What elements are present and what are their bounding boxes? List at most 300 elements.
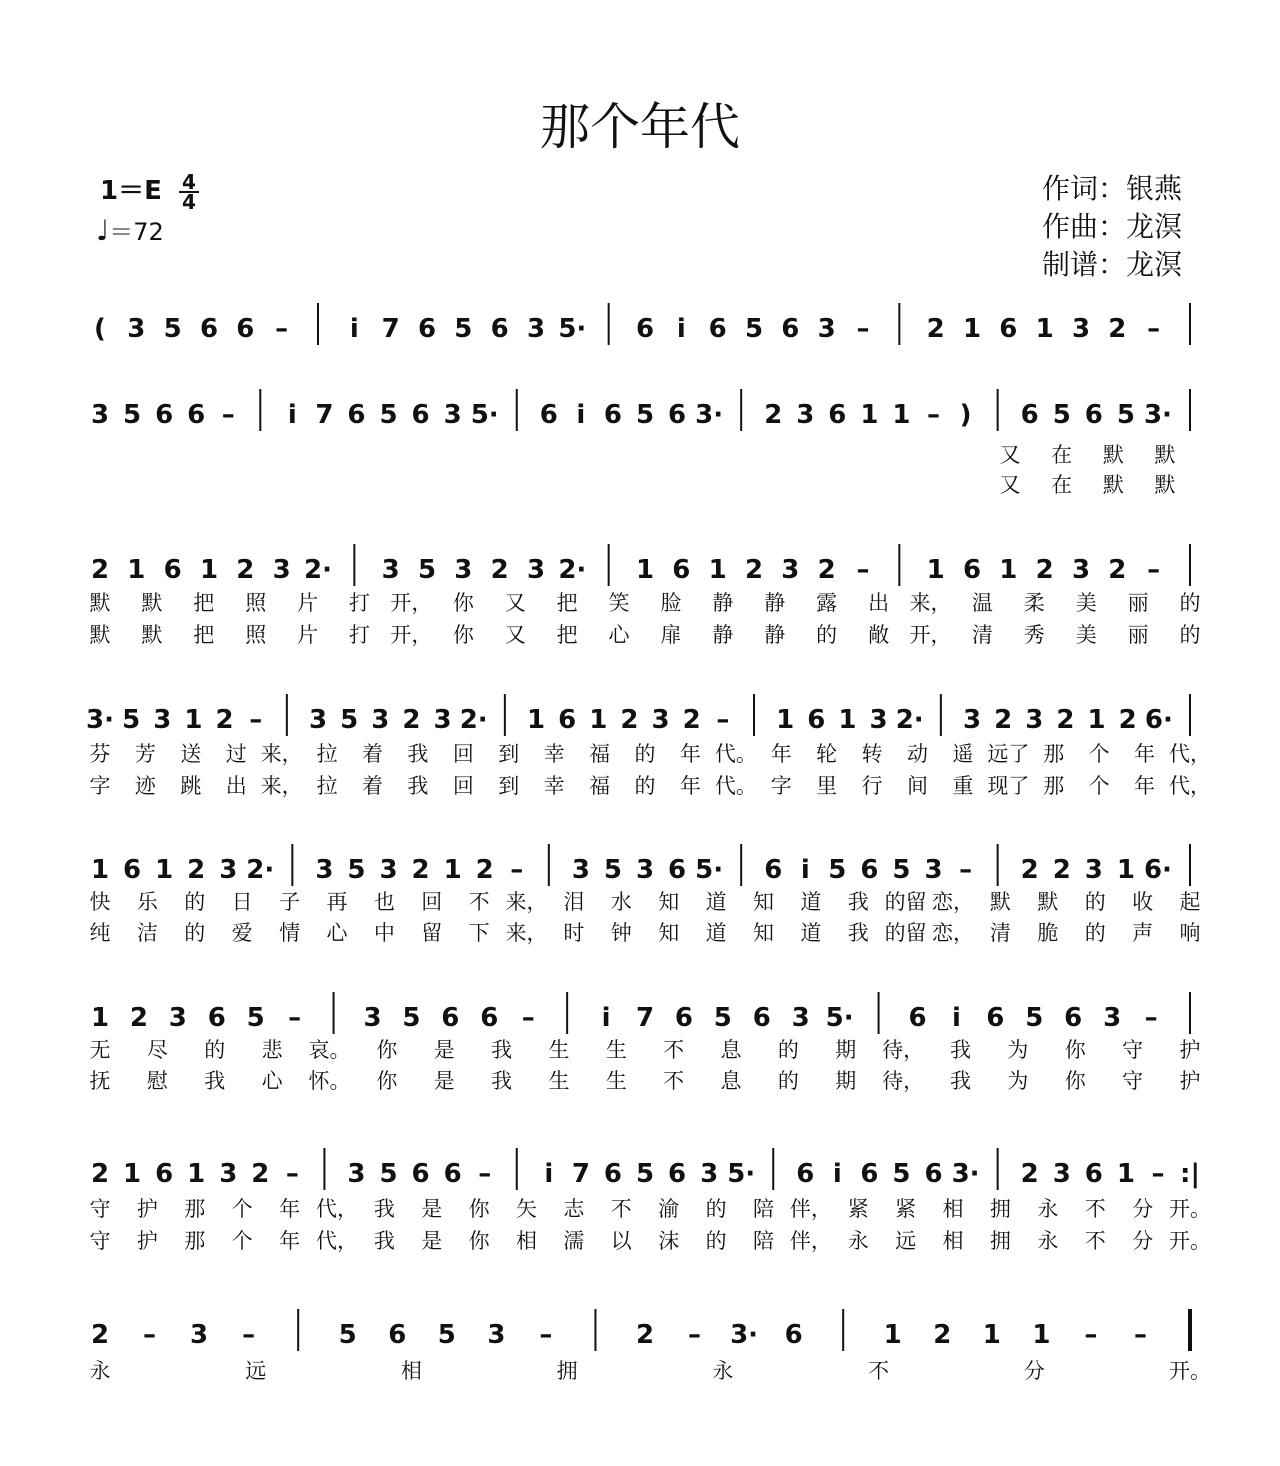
- lyric-verse-1: 开。: [1169, 1359, 1211, 1383]
- note: (: [94, 314, 106, 344]
- note: 5: [1052, 400, 1071, 430]
- lyric-verse-1: 守: [89, 1197, 111, 1221]
- lyric-verse-1: 的: [1179, 591, 1201, 615]
- lyric-verse-2: 拉: [316, 774, 338, 798]
- note: i: [601, 1003, 611, 1033]
- lyric-verse-2: 相: [516, 1229, 538, 1253]
- lyric-verse-1: 回: [421, 890, 443, 914]
- lyric-verse-1: 美: [1075, 591, 1097, 615]
- note: 2: [129, 1003, 148, 1033]
- lyric-verse-2: 响: [1179, 921, 1201, 945]
- note: –: [143, 1320, 157, 1350]
- note: 2: [402, 705, 421, 735]
- lyric-verse-2: 字: [89, 774, 111, 798]
- note: 1: [776, 705, 795, 735]
- lyric-verse-1: 年: [279, 1197, 301, 1221]
- lyric-verse-1: 代，: [1169, 742, 1211, 766]
- note: 7: [381, 314, 400, 344]
- lyric-verse-1: 渝: [658, 1197, 680, 1221]
- note: 3: [1103, 1003, 1122, 1033]
- note: 6: [155, 400, 174, 430]
- note: 3: [651, 705, 670, 735]
- lyric-verse-1: 生: [605, 1038, 627, 1062]
- lyric-verse-2: 留: [421, 921, 443, 945]
- note: 7: [635, 1003, 655, 1033]
- note: 6: [123, 855, 142, 885]
- lyric-verse-1: 送: [180, 742, 202, 766]
- lyric-verse-1: 动: [907, 742, 928, 766]
- lyric-verse-1: 守: [1122, 1038, 1144, 1062]
- note: 6: [603, 1159, 622, 1189]
- note: 2: [1108, 555, 1127, 585]
- note: 2: [411, 855, 430, 885]
- lyric-verse-2: 静: [712, 623, 734, 647]
- lyric-verse-2: 相: [942, 1229, 964, 1253]
- note: 6: [807, 705, 826, 735]
- note: 1: [1087, 705, 1106, 735]
- note: –: [275, 314, 289, 344]
- lyric-verse-1: 拥: [989, 1197, 1011, 1221]
- lyric-verse-2: 我: [847, 921, 869, 945]
- note: 6: [668, 1159, 687, 1189]
- tempo-text: ＝72: [109, 218, 164, 246]
- lyric-verse-2: 我: [491, 1069, 513, 1093]
- lyric-verse-2: 那: [1043, 774, 1065, 798]
- lyric-verse-2: 心: [608, 623, 630, 647]
- lyric-verse-1: 矢: [516, 1197, 538, 1221]
- lyric-verse-2: 我: [950, 1069, 972, 1093]
- note: 1: [926, 555, 945, 585]
- note: 3·: [951, 1159, 980, 1189]
- lyric-verse-1: 在: [1051, 443, 1073, 467]
- lyric-verse-2: 待，: [882, 1069, 925, 1093]
- note: 2·: [895, 705, 924, 735]
- lyric-verse-1: 你: [376, 1038, 398, 1062]
- lyric-verse-1: 的: [204, 1038, 226, 1062]
- note: 5: [379, 400, 398, 430]
- note: 3: [443, 400, 462, 430]
- lyric-verse-1: 默: [989, 890, 1011, 914]
- note: 6: [236, 314, 255, 344]
- note: 3: [308, 705, 328, 735]
- note: –: [1147, 555, 1161, 585]
- note: 5: [246, 1003, 265, 1033]
- note: 2: [90, 555, 110, 585]
- note: 1: [123, 1159, 142, 1189]
- lyric-verse-2: 年: [279, 1229, 301, 1253]
- note: 6: [1084, 400, 1103, 430]
- lyric-verse-1: 代，: [315, 1197, 358, 1221]
- lyric-verse-2: 时: [563, 921, 585, 945]
- lyric-verse-1: 护: [136, 1197, 158, 1221]
- lyric-verse-2: 行: [861, 774, 883, 798]
- note: –: [1147, 314, 1161, 344]
- note: 3: [272, 555, 291, 585]
- note: 2: [1020, 1159, 1039, 1189]
- note: –: [478, 1159, 492, 1189]
- lyric-verse-2: 又: [999, 473, 1021, 497]
- lyric-verse-2: 分: [1132, 1229, 1154, 1253]
- lyric-verse-1: 日: [231, 890, 253, 914]
- note: 5: [402, 1003, 421, 1033]
- lyric-verse-2: 洁: [136, 921, 158, 945]
- lyric-verse-2: 回: [452, 774, 474, 798]
- note: 3: [791, 1003, 810, 1033]
- lyric-verse-2: 个: [1088, 774, 1110, 798]
- lyric-verse-1: 护: [1179, 1038, 1201, 1062]
- lyric-verse-1: 相: [942, 1197, 964, 1221]
- note: 6: [558, 705, 577, 735]
- lyric-verse-1: 子: [279, 890, 301, 914]
- note: 1: [90, 855, 110, 885]
- lyric-verse-2: 情: [279, 921, 301, 945]
- note: 3: [127, 314, 146, 344]
- note: 6: [860, 855, 879, 885]
- note: 5·: [470, 400, 499, 430]
- lyric-verse-1: 默: [1154, 443, 1176, 467]
- lyric-verse-1: 是: [421, 1197, 443, 1221]
- lyric-verse-2: 心: [326, 921, 348, 945]
- note: i: [349, 314, 359, 344]
- note: 6: [441, 1003, 460, 1033]
- note: 1: [635, 555, 655, 585]
- note: 1: [589, 705, 608, 735]
- lyric-verse-1: 待，: [882, 1038, 925, 1062]
- lyric-verse-1: 来，: [505, 890, 548, 914]
- note: 3: [315, 855, 334, 885]
- lyric-verse-1: 也: [373, 890, 395, 914]
- lyric-verse-2: 抚: [89, 1069, 111, 1093]
- lyric-verse-1: 过: [225, 742, 247, 766]
- lyric-verse-2: 敞: [868, 623, 890, 647]
- note: 3: [962, 705, 982, 735]
- lyric-verse-2: 恋，: [932, 921, 975, 945]
- note: 5: [635, 400, 655, 430]
- lyric-verse-1: 又: [999, 443, 1021, 467]
- note: 6: [417, 314, 437, 344]
- lyric-verse-2: 的: [634, 774, 656, 798]
- lyric-verse-2: 照: [245, 623, 267, 647]
- lyric-verse-2: 默: [1102, 473, 1124, 497]
- lyric-verse-1: 又: [504, 591, 526, 615]
- lyric-verse-1: 尽: [146, 1038, 168, 1062]
- note: 6: [962, 555, 982, 585]
- lyric-verse-2: 的留: [884, 921, 927, 945]
- lyric-verse-1: 芳: [134, 742, 156, 766]
- lyric-verse-1: 脸: [660, 591, 682, 615]
- lyric-verse-1: 不: [1084, 1197, 1106, 1221]
- lyric-verse-1: 不: [610, 1197, 632, 1221]
- note: 3: [817, 314, 836, 344]
- lyric-verse-1: 柔: [1023, 591, 1045, 615]
- note: 1: [838, 705, 857, 735]
- note: 5: [828, 855, 847, 885]
- note: 2: [475, 855, 494, 885]
- lyric-verse-2: 开，: [909, 623, 952, 647]
- lyric-verse-2: 跳: [180, 774, 202, 798]
- lyric-verse-1: 陪: [752, 1197, 774, 1221]
- note: 5·: [558, 314, 587, 344]
- note: 5: [603, 855, 622, 885]
- lyric-verse-2: 你: [452, 623, 474, 647]
- note: i: [800, 855, 810, 885]
- lyric-verse-1: 我: [847, 890, 869, 914]
- lyric-verse-1: 紧: [895, 1197, 917, 1221]
- note: 3: [363, 1003, 382, 1033]
- lyric-verse-1: 我: [373, 1197, 395, 1221]
- lyric-verse-1: 永: [1037, 1197, 1059, 1221]
- lyric-verse-1: 起: [1179, 890, 1201, 914]
- lyric-verse-2: 到: [498, 774, 520, 798]
- lyric-verse-1: 福: [589, 742, 611, 766]
- lyric-verse-2: 秀: [1023, 623, 1045, 647]
- lyric-verse-2: 纯: [89, 921, 111, 945]
- lyric-verse-1: 你: [468, 1197, 490, 1221]
- lyric-verse-2: 的: [705, 1229, 727, 1253]
- lyric-verse-2: 慰: [146, 1069, 168, 1093]
- lyric-verse-2: 不: [663, 1069, 685, 1093]
- lyric-verse-2: 爱: [231, 921, 253, 945]
- note: 3: [924, 855, 943, 885]
- note: 6: [388, 1320, 407, 1350]
- lyric-verse-1: 的: [777, 1038, 799, 1062]
- lyric-verse-1: 远: [245, 1359, 267, 1383]
- note: 3: [635, 855, 655, 885]
- lyric-verse-2: 中: [373, 921, 395, 945]
- note: 3·: [1143, 400, 1172, 430]
- lyric-verse-1: 着: [362, 742, 383, 766]
- note: 1: [443, 855, 462, 885]
- lyric-verse-1: 永: [89, 1359, 111, 1383]
- note: 2: [490, 555, 509, 585]
- lyric-verse-1: 水: [610, 890, 632, 914]
- lyric-verse-2: 沫: [658, 1229, 680, 1253]
- lyric-verse-2: 拥: [989, 1229, 1011, 1253]
- lyric-verse-2: 默: [141, 623, 163, 647]
- note: 5: [713, 1003, 732, 1033]
- lyric-verse-1: 的: [705, 1197, 727, 1221]
- note: –: [242, 1320, 256, 1350]
- lyric-verse-1: 知: [752, 890, 774, 914]
- time-signature-bottom: 4: [181, 189, 196, 214]
- note: 2: [817, 555, 836, 585]
- note: 5: [379, 1159, 398, 1189]
- lyric-verse-2: 清: [971, 623, 993, 647]
- note: i: [287, 400, 297, 430]
- note: 6: [1084, 1159, 1103, 1189]
- note: 1: [1035, 314, 1054, 344]
- lyric-verse-1: 年: [1134, 742, 1156, 766]
- note: 6: [347, 400, 366, 430]
- note: i: [832, 1159, 842, 1189]
- lyric-verse-2: 在: [1051, 473, 1073, 497]
- note: 2: [1056, 705, 1075, 735]
- note: 6: [668, 855, 687, 885]
- lyric-verse-1: 你: [452, 591, 474, 615]
- lyric-verse-1: 永: [712, 1359, 734, 1383]
- lyric-verse-2: 代，: [315, 1229, 358, 1253]
- note: –: [688, 1320, 702, 1350]
- note: 5: [338, 1320, 357, 1350]
- lyric-verse-2: 知: [658, 921, 680, 945]
- note: 5: [454, 314, 473, 344]
- note: 3: [379, 855, 398, 885]
- note: –: [285, 1159, 299, 1189]
- note: 3: [347, 1159, 366, 1189]
- lyric-verse-2: 永: [1037, 1229, 1059, 1253]
- lyric-verse-1: 温: [971, 591, 993, 615]
- lyric-verse-1: 不: [868, 1359, 890, 1383]
- lyric-verse-1: 的: [634, 742, 656, 766]
- note: –: [1084, 1320, 1098, 1350]
- credit-lyricist: 作词：银燕: [1041, 172, 1182, 205]
- lyric-verse-1: 开。: [1169, 1197, 1211, 1221]
- lyric-verse-2: 打: [349, 623, 371, 647]
- note: i: [951, 1003, 961, 1033]
- lyric-verse-1: 的留: [884, 890, 927, 914]
- note: 6·: [1143, 855, 1172, 885]
- note: 6: [411, 400, 430, 430]
- lyric-verse-1: 的: [1084, 890, 1106, 914]
- lyric-verse-1: 分: [1132, 1197, 1154, 1221]
- note: 1: [155, 855, 174, 885]
- lyric-verse-1: 息: [720, 1038, 742, 1062]
- lyric-verse-2: 幸: [543, 774, 565, 798]
- lyric-verse-2: 年: [679, 774, 701, 798]
- note: –: [539, 1320, 553, 1350]
- note: 3: [371, 705, 390, 735]
- note: 2: [90, 1320, 110, 1350]
- lyric-verse-1: 把: [556, 591, 578, 615]
- note: 1: [90, 1003, 110, 1033]
- lyric-verse-2: 守: [89, 1229, 111, 1253]
- note: 6: [708, 314, 727, 344]
- song-title: 那个年代: [540, 98, 740, 156]
- lyric-verse-1: 收: [1132, 890, 1154, 914]
- note: 5: [417, 555, 437, 585]
- lyric-verse-2: 声: [1132, 921, 1154, 945]
- lyric-verse-2: 代，: [1169, 774, 1211, 798]
- credit-transcriber: 制谱：龙溟: [1041, 248, 1182, 281]
- note: 5: [744, 314, 764, 344]
- note: 5: [1025, 1003, 1044, 1033]
- note: 1: [962, 314, 982, 344]
- note: 1: [199, 555, 219, 585]
- lyric-verse-1: 个: [1088, 742, 1110, 766]
- note: 6: [999, 314, 1018, 344]
- lyric-verse-2: 期: [835, 1069, 857, 1093]
- lyric-verse-2: 的: [777, 1069, 799, 1093]
- note: 6: [860, 1159, 879, 1189]
- lyric-verse-2: 下: [468, 921, 490, 945]
- note: 2: [926, 314, 945, 344]
- lyric-verse-2: 里: [816, 774, 838, 798]
- note: 6: [207, 1003, 226, 1033]
- lyric-verse-2: 福: [589, 774, 611, 798]
- lyric-verse-1: 再: [326, 890, 348, 914]
- lyric-verse-2: 脆: [1037, 921, 1059, 945]
- lyric-verse-2: 道: [705, 921, 727, 945]
- lyric-verse-1: 年: [679, 742, 701, 766]
- lyric-verse-2: 不: [1084, 1229, 1106, 1253]
- note: 3: [219, 855, 238, 885]
- note: 3: [571, 855, 590, 885]
- lyric-verse-1: 笑: [608, 591, 630, 615]
- note: –: [288, 1003, 302, 1033]
- lyric-verse-1: 道: [705, 890, 727, 914]
- lyric-verse-1: 道: [800, 890, 822, 914]
- note: 1: [708, 555, 727, 585]
- lyric-verse-2: 的: [184, 921, 206, 945]
- lyric-verse-2: 钟: [610, 921, 632, 945]
- note: 6: [187, 400, 206, 430]
- lyric-verse-1: 照: [245, 591, 267, 615]
- lyric-verse-2: 伴，: [789, 1229, 832, 1253]
- note: 2: [620, 705, 639, 735]
- lyric-verse-2: 我: [407, 774, 429, 798]
- lyric-verse-1: 那: [1043, 742, 1065, 766]
- lyric-verse-2: 迹: [134, 774, 156, 798]
- note: –: [959, 855, 973, 885]
- note: 6: [908, 1003, 927, 1033]
- note: 6: [490, 314, 509, 344]
- note: –: [221, 400, 235, 430]
- note: 5: [163, 314, 182, 344]
- note: 1: [127, 555, 146, 585]
- lyric-verse-2: 丽: [1127, 623, 1149, 647]
- lyric-verse-1: 泪: [563, 890, 585, 914]
- note: 6: [796, 1159, 815, 1189]
- lyric-verse-1: 幸: [543, 742, 565, 766]
- lyric-verse-1: 悲: [261, 1038, 283, 1062]
- note: 6: [986, 1003, 1005, 1033]
- note: 3·: [695, 400, 724, 430]
- lyric-verse-1: 是: [433, 1038, 455, 1062]
- note: 5: [635, 1159, 655, 1189]
- note: 2: [635, 1320, 655, 1350]
- note: 6: [539, 400, 558, 430]
- lyric-verse-1: 分: [1023, 1359, 1045, 1383]
- note: 2: [1108, 314, 1127, 344]
- quarter-note-icon: ♩: [96, 214, 110, 247]
- note: 6: [1020, 400, 1039, 430]
- note: 6: [784, 1320, 803, 1350]
- lyric-verse-2: 是: [433, 1069, 455, 1093]
- note: –: [521, 1003, 535, 1033]
- note: 3: [190, 1320, 209, 1350]
- note: 2: [251, 1159, 270, 1189]
- lyric-verse-1: 远了: [987, 742, 1030, 766]
- lyric-verse-2: 开，: [390, 623, 433, 647]
- note: 5: [892, 855, 911, 885]
- note: 1: [883, 1320, 902, 1350]
- lyric-verse-2: 的: [1179, 623, 1201, 647]
- lyric-verse-2: 你: [468, 1229, 490, 1253]
- lyric-verse-1: 出: [868, 591, 890, 615]
- note: –: [716, 705, 730, 735]
- lyric-verse-1: 片: [297, 591, 319, 615]
- note: 1: [1116, 1159, 1135, 1189]
- note: 2·: [459, 705, 488, 735]
- note: 3: [526, 555, 546, 585]
- note: 5: [1116, 400, 1135, 430]
- note: 6: [672, 555, 691, 585]
- note: 1: [860, 400, 879, 430]
- note: 2: [187, 855, 206, 885]
- lyric-verse-1: 个: [231, 1197, 253, 1221]
- lyric-verse-1: 芬: [89, 742, 111, 766]
- lyric-verse-2: 为: [1007, 1069, 1029, 1093]
